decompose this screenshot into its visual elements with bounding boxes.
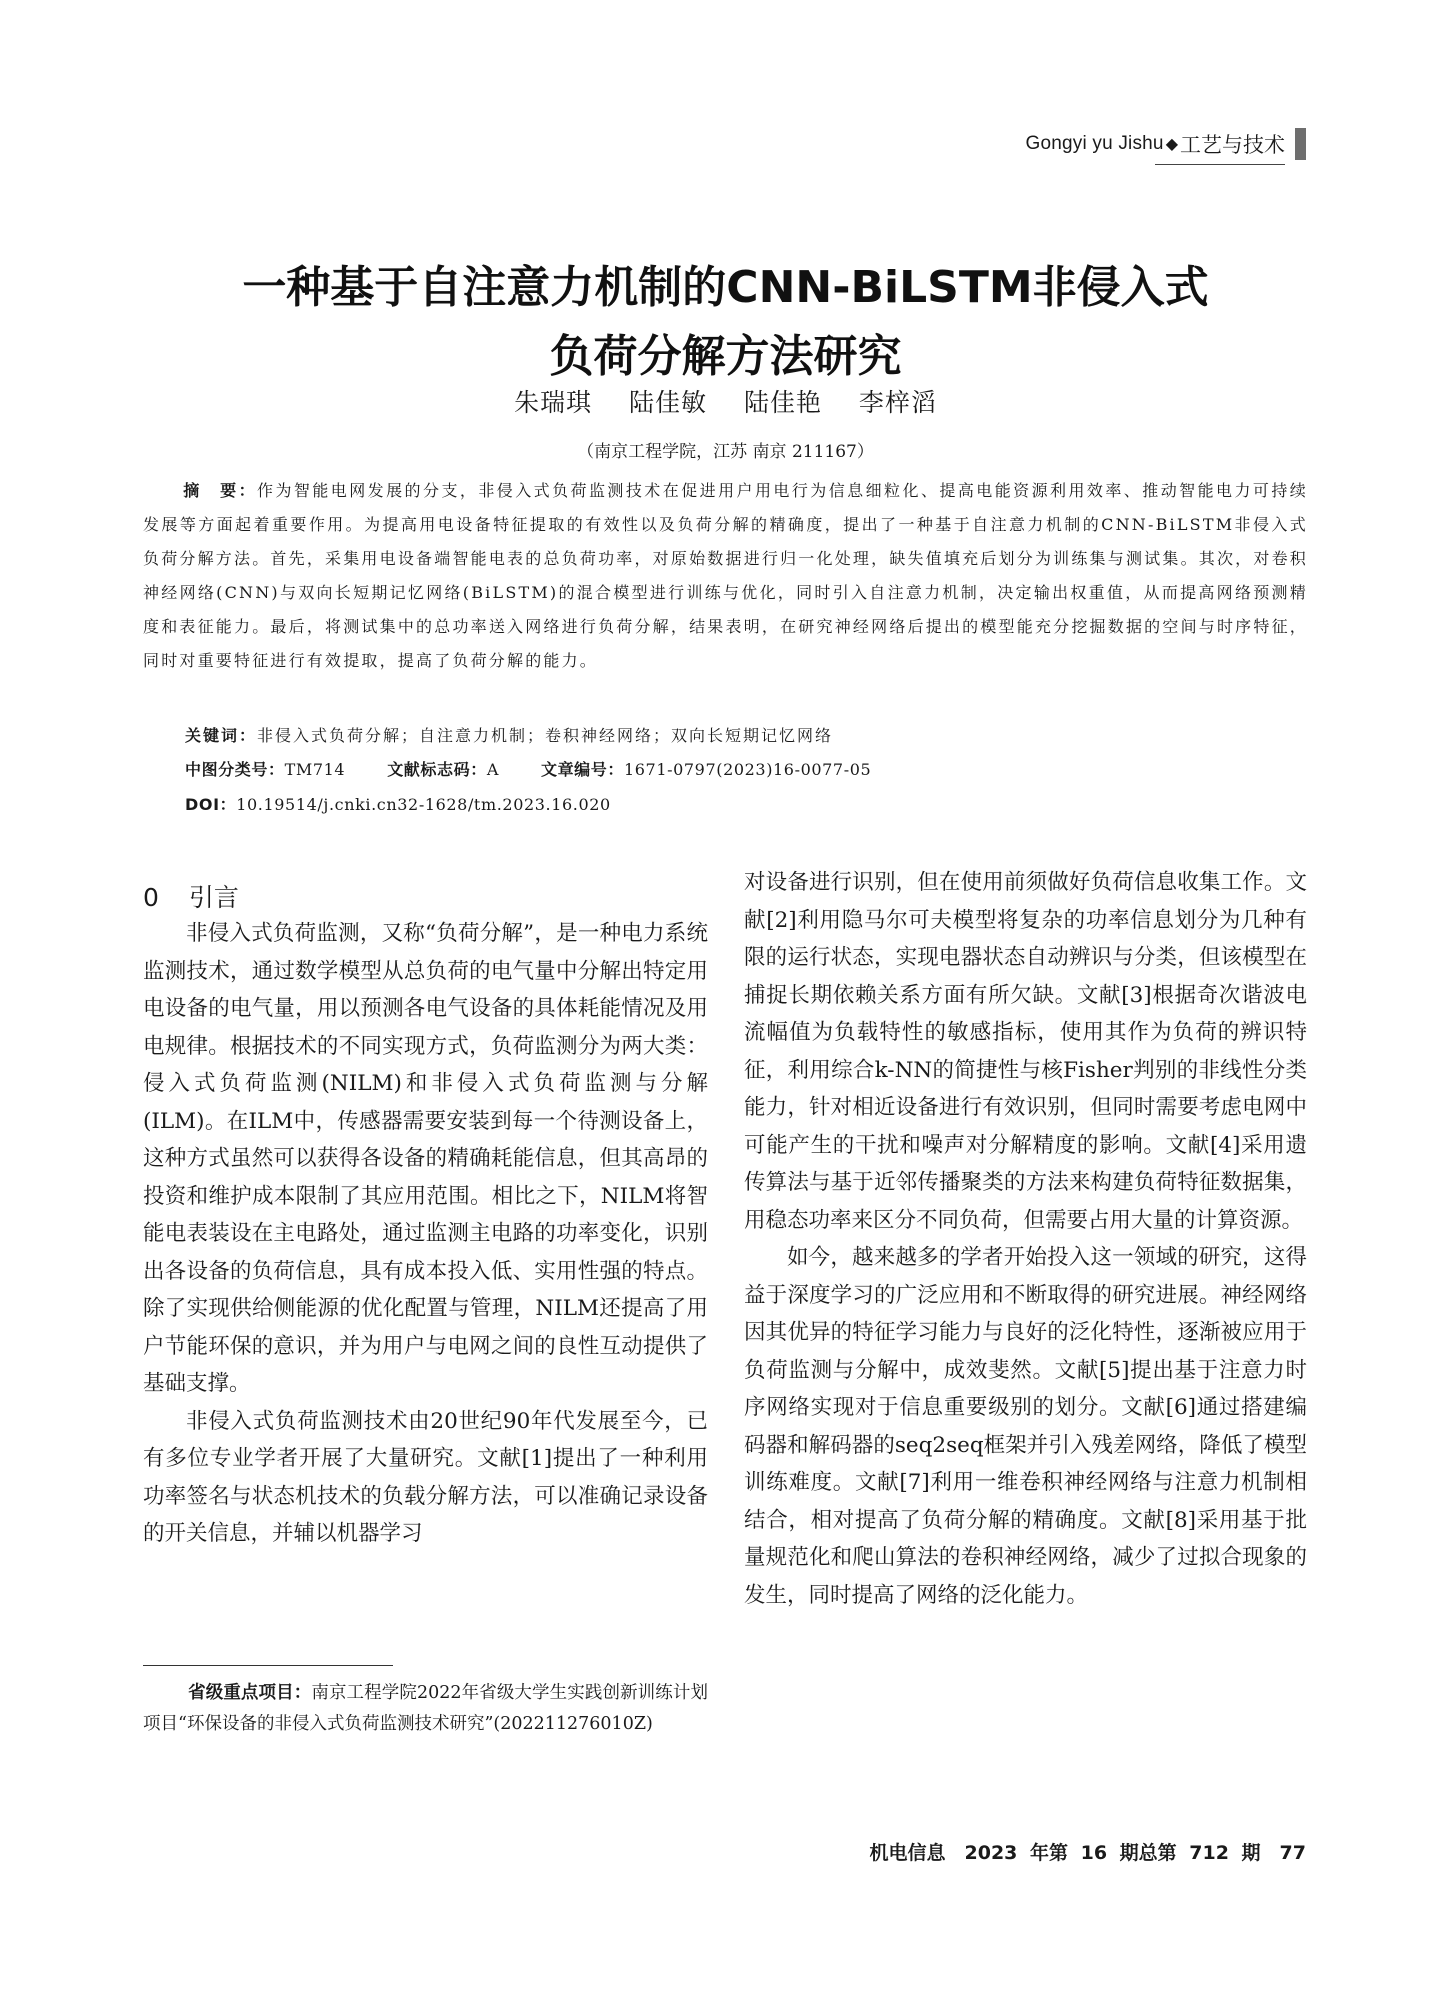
abstract-text: 作为智能电网发展的分支，非侵入式负荷监测技术在促进用户用电行为信息细粒化、提高电能资源利用效率、推动智能电力可持续发展等方面起着重要作用。为提高用电设备特征提取的有效性以及负荷分解的精确度，提出了一种基于自注意力机制的CNN-BiLSTM非侵入式负荷分解方法。首先，采集用电设备端智能电表的总负荷功率，对原始数据进行归一化处理，缺失值填充后划分为训练集与测试集。其次，对卷积神经网络(CNN)与双向长短期记忆网络(BiLSTM)的混合模型进行训练与优化，同时引入自注意力机制，决定输出权重值，从而提高网络预测精度和表征能力。最后，将测试集中的总功率送入网络进行负荷分解，结果表明，在研究神经网络后提出的模型能充分挖掘数据的空间与时序特征，同时对重要特征进行有效提取，提高了负荷分解的能力。 bbox=[143, 481, 1308, 670]
abstract-label: 摘 要： bbox=[183, 481, 258, 500]
classification-line bbox=[185, 757, 871, 780]
clc-label: 中图分类号： bbox=[185, 760, 285, 779]
abstract bbox=[143, 474, 1308, 678]
section-heading bbox=[143, 878, 239, 914]
clc-value: TM714 bbox=[284, 760, 346, 779]
header-bar-marker bbox=[1295, 128, 1306, 160]
footnote-label: 省级重点项目： bbox=[188, 1683, 312, 1703]
doi-label: DOI： bbox=[185, 795, 237, 814]
article-no-value: 1671-0797(2023)16-0077-05 bbox=[623, 760, 872, 779]
section-title: 引言 bbox=[188, 883, 239, 912]
keywords-label: 关键词： bbox=[185, 726, 258, 745]
footnote-text: 南京工程学院2022年省级大学生实践创新训练计划项目“环保设备的非侵入式负荷监测技术研究”(202211276010Z) bbox=[143, 1683, 708, 1734]
header-underline bbox=[1155, 164, 1285, 165]
keywords bbox=[185, 723, 833, 746]
paper-title-line-1: 一种基于自注意力机制的CNN-BiLSTM非侵入式 bbox=[242, 262, 1209, 313]
doi-value: 10.19514/j.cnki.cn32-1628/tm.2023.16.020 bbox=[236, 795, 611, 814]
right-column bbox=[744, 864, 1307, 1614]
doc-code-label: 文献标志码： bbox=[387, 760, 487, 779]
affiliation: （南京工程学院，江苏 南京 211167） bbox=[577, 442, 874, 462]
doi-line bbox=[185, 792, 611, 815]
keywords-text: 非侵入式负荷分解；自注意力机制；卷积神经网络；双向长短期记忆网络 bbox=[257, 726, 834, 745]
body-paragraph: 如今，越来越多的学者开始投入这一领域的研究，这得益于深度学习的广泛应用和不断取得的研究进展。神经网络因其优异的特征学习能力与良好的泛化特性，逐渐被应用于负荷监测与分解中，成效斐然。文献[5]提出基于注意力时序网络实现对于信息重要级别的划分。文献[6]通过搭建编码器和解码器的seq2seq框架并引入残差网络，降低了模型训练难度。文献[7]利用一维卷积神经网络与注意力机制相结合，相对提高了负荷分解的精确度。文献[8]采用基于批量规范化和爬山算法的卷积神经网络，减少了过拟合现象的发生，同时提高了网络的泛化能力。 bbox=[744, 1245, 1307, 1608]
author-list: 朱瑞琪 陆佳敏 陆佳艳 李梓滔 bbox=[514, 388, 937, 417]
paper-title-line-2: 负荷分解方法研究 bbox=[549, 331, 902, 382]
section-name-cn: 工艺与技术 bbox=[1180, 133, 1285, 157]
article-no-label: 文章编号： bbox=[540, 760, 624, 779]
body-paragraph: 非侵入式负荷监测技术由20世纪90年代发展至今，已有多位专业学者开展了大量研究。文献[1]提出了一种利用功率签名与状态机技术的负载分解方法，可以准确记录设备的开关信息，并辅以机器学习 bbox=[143, 1408, 708, 1546]
page-footer: 机电信息 2023 年第 16 期总第 712 期 77 bbox=[869, 1842, 1306, 1864]
footnote bbox=[143, 1678, 708, 1740]
body-paragraph-continued: 对设备进行识别，但在使用前须做好负荷信息收集工作。文献[2]利用隐马尔可夫模型将复杂的功率信息划分为几种有限的运行状态，实现电器状态自动辨识与分类，但该模型在捕捉长期依赖关系方面有所欠缺。文献[3]根据奇次谐波电流幅值为负载特性的敏感指标，使用其作为负荷的辨识特征，利用综合k-NN的简捷性与核Fisher判别的非线性分类能力，针对相近设备进行有效识别，但同时需要考虑电网中可能产生的干扰和噪声对分解精度的影响。文献[4]采用遗传算法与基于近邻传播聚类的方法来构建负荷特征数据集，用稳态功率来区分不同负荷，但需要占用大量的计算资源。 bbox=[744, 870, 1307, 1233]
left-column bbox=[143, 915, 708, 1553]
footnote-divider bbox=[143, 1665, 393, 1666]
section-number: 0 bbox=[143, 883, 159, 912]
journal-name-en: Gongyi yu Jishu bbox=[1025, 133, 1164, 154]
running-header bbox=[1026, 128, 1307, 160]
diamond-separator-icon: ◆ bbox=[1165, 136, 1178, 153]
body-paragraph: 非侵入式负荷监测，又称“负荷分解”，是一种电力系统监测技术，通过数学模型从总负荷的电气量中分解出特定用电设备的电气量，用以预测各电气设备的具体耗能情况及用电规律。根据技术的不同实现方式，负荷监测分为两大类：侵入式负荷监测(NILM)和非侵入式负荷监测与分解(ILM)。在ILM中，传感器需要安装到每一个待测设备上，这种方式虽然可以获得各设备的精确耗能信息，但其高昂的投资和维护成本限制了其应用范围。相比之下，NILM将智能电表装设在主电路处，通过监测主电路的功率变化，识别出各设备的负荷信息，具有成本投入低、实用性强的特点。除了实现供给侧能源的优化配置与管理，NILM还提高了用户节能环保的意识，并为用户与电网之间的良性互动提供了基础支撑。 bbox=[143, 921, 708, 1396]
doc-code-value: A bbox=[486, 760, 499, 779]
